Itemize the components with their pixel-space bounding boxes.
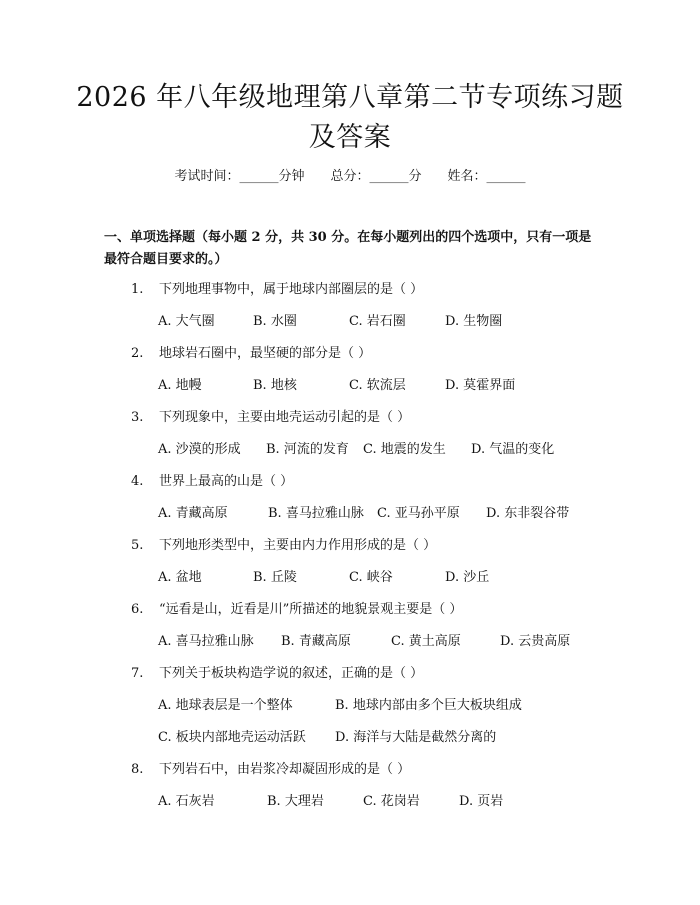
option-b: B. 喜马拉雅山脉 xyxy=(268,506,364,521)
option-d: D. 页岩 xyxy=(459,794,504,809)
option-a: A. 地球表层是一个整体 xyxy=(158,698,293,713)
option-d: D. 东非裂谷带 xyxy=(486,506,570,521)
option-c: C. 花岗岩 xyxy=(363,794,420,809)
option-b: B. 大理岩 xyxy=(267,794,324,809)
question-7 xyxy=(131,665,423,683)
option-b: B. 丘陵 xyxy=(253,570,297,585)
option-b: B. 水圈 xyxy=(253,314,297,329)
question-4 xyxy=(131,473,293,491)
question-number: 5. xyxy=(131,538,144,553)
question-8 xyxy=(131,761,410,779)
question-text: “远看是山，近看是川”所描述的地貌景观主要是（ ） xyxy=(159,602,463,617)
option-a: A. 喜马拉雅山脉 xyxy=(158,634,254,649)
option-a: A. 盆地 xyxy=(158,570,202,585)
question-number: 8. xyxy=(131,762,144,777)
question-number: 1. xyxy=(131,282,144,297)
option-c: C. 板块内部地壳运动活跃 xyxy=(158,730,306,745)
question-2 xyxy=(131,345,371,363)
option-c: C. 峡谷 xyxy=(349,570,393,585)
option-b: B. 地球内部由多个巨大板块组成 xyxy=(335,698,522,713)
student-name-field: 姓名：______ xyxy=(447,169,526,184)
option-d: D. 生物圈 xyxy=(445,314,503,329)
question-number: 3. xyxy=(131,410,144,425)
question-3 xyxy=(131,409,410,427)
option-a: A. 石灰岩 xyxy=(158,794,215,809)
question-number: 2. xyxy=(131,346,144,361)
question-text: 下列地形类型中，主要由内力作用形成的是（ ） xyxy=(159,538,437,553)
exam-title xyxy=(0,78,700,158)
question-1 xyxy=(131,281,423,299)
question-text: 下列关于板块构造学说的叙述，正确的是（ ） xyxy=(159,666,424,681)
exam-title-line-2: 及答案 xyxy=(308,122,392,153)
question-text: 下列现象中，主要由地壳运动引起的是（ ） xyxy=(159,410,411,425)
question-number: 4. xyxy=(131,474,144,489)
option-d: D. 海洋与大陆是截然分离的 xyxy=(335,730,497,745)
option-c: C. 软流层 xyxy=(349,378,406,393)
question-text: 下列岩石中，由岩浆冷却凝固形成的是（ ） xyxy=(159,762,411,777)
option-a: A. 大气圈 xyxy=(158,314,215,329)
option-c: C. 地震的发生 xyxy=(363,442,446,457)
question-text: 下列地理事物中，属于地球内部圈层的是（ ） xyxy=(159,282,424,297)
option-d: D. 云贵高原 xyxy=(500,634,571,649)
option-b: B. 河流的发育 xyxy=(266,442,349,457)
option-c: C. 亚马孙平原 xyxy=(377,506,460,521)
section-heading: 一、单项选择题（每小题 2 分，共 30 分。在每小题列出的四个选项中，只有一项是最符合题目要求的。） xyxy=(104,230,592,267)
option-a: A. 地幔 xyxy=(158,378,202,393)
question-6 xyxy=(131,601,462,619)
option-a: A. 青藏高原 xyxy=(158,506,228,521)
question-text: 世界上最高的山是（ ） xyxy=(159,474,294,489)
exam-title-line-1: 2026 年八年级地理第八章第二节专项练习题 xyxy=(76,82,624,113)
exam-info-line xyxy=(0,168,700,186)
total-score-field: 总分：______分 xyxy=(330,169,422,184)
option-b: B. 地核 xyxy=(253,378,297,393)
option-c: C. 岩石圈 xyxy=(349,314,406,329)
option-d: D. 沙丘 xyxy=(445,570,490,585)
question-number: 7. xyxy=(131,666,144,681)
option-d: D. 莫霍界面 xyxy=(445,378,516,393)
exam-time-field: 考试时间：______分钟 xyxy=(174,169,305,184)
question-number: 6. xyxy=(131,602,144,617)
question-5 xyxy=(131,537,436,555)
option-a: A. 沙漠的形成 xyxy=(158,442,241,457)
option-b: B. 青藏高原 xyxy=(281,634,351,649)
question-text: 地球岩石圈中，最坚硬的部分是（ ） xyxy=(159,346,372,361)
option-c: C. 黄土高原 xyxy=(391,634,461,649)
option-d: D. 气温的变化 xyxy=(471,442,555,457)
